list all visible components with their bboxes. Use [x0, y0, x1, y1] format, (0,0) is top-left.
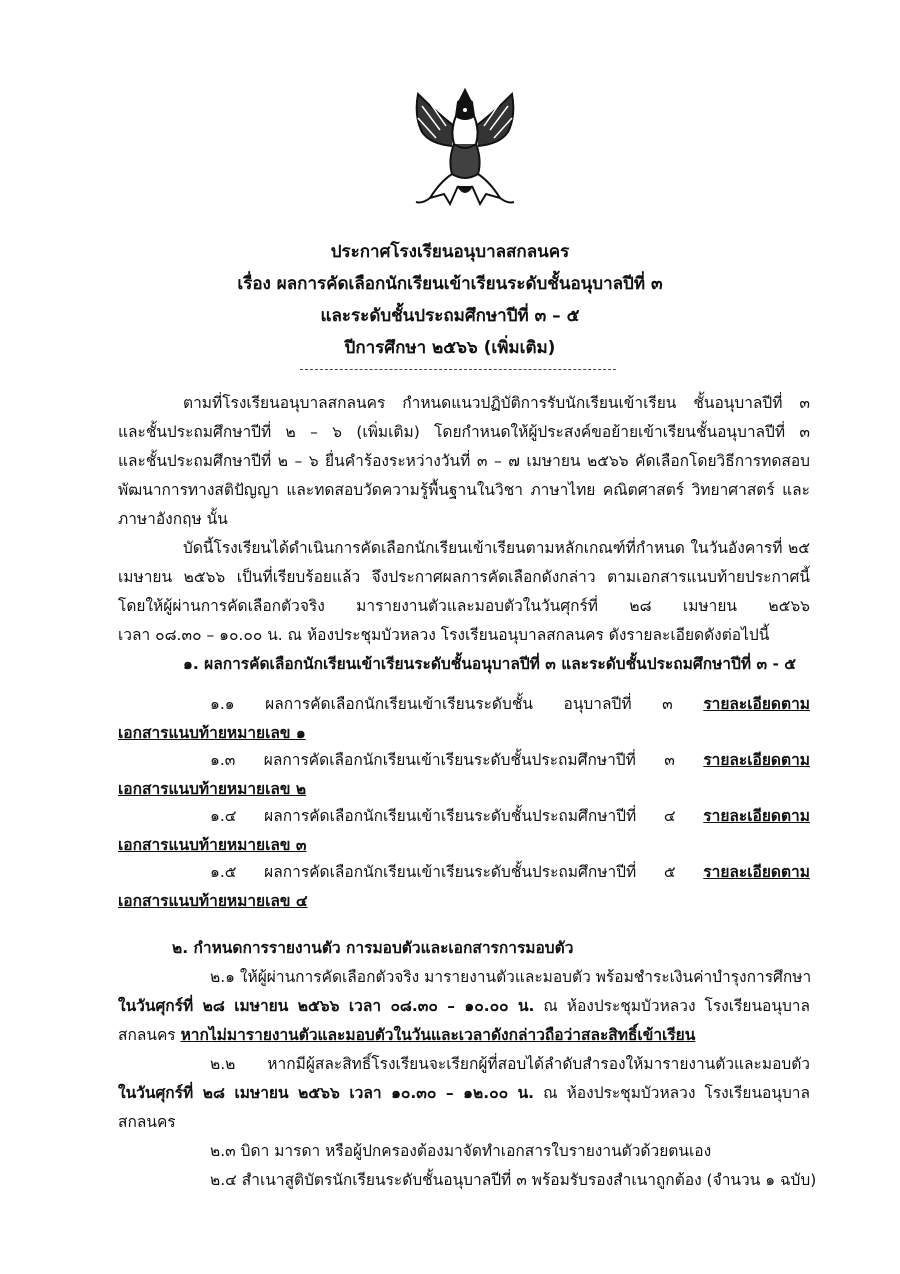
item-2-1-line-2: [118, 993, 810, 1019]
attachment-link-3-cont[interactable]: เอกสารแนบท้ายหมายเลข ๓: [118, 836, 307, 854]
attachment-link-1-cont[interactable]: เอกสารแนบท้ายหมายเลข ๑: [118, 724, 306, 742]
item-1-3-text: ๑.๓ ผลการคัดเลือกนักเรียนเข้าเรียนระดับชั้นประถมศึกษาปีที่ ๓: [210, 751, 675, 769]
dashed-divider: [300, 369, 616, 370]
report-date-primary: ในวันศุกร์ที่ ๒๘ เมษายน ๒๕๖๖ เวลา ๐๘.๓๐ – ๑๐.๐๐ น.: [118, 997, 535, 1015]
subject-line-2: และระดับชั้นประถมศึกษาปีที่ ๓ – ๕: [320, 306, 580, 326]
item-2-2-line-2: [118, 1080, 810, 1106]
item-1-3: [210, 747, 810, 773]
item-2-1-line-3: [118, 1022, 695, 1048]
item-1-1-text: ๑.๑ ผลการคัดเลือกนักเรียนเข้าเรียนระดับชั้น อนุบาลปีที่ ๓: [210, 695, 673, 713]
item-2-2-venue: ณ ห้องประชุมบัวหลวง โรงเรียนอนุบาล: [534, 1084, 810, 1102]
attachment-link-4-cont[interactable]: เอกสารแนบท้ายหมายเลข ๔: [118, 892, 308, 910]
intro-p1-line-5: ภาษาอังกฤษ นั้น: [118, 510, 228, 528]
item-1-5-text: ๑.๕ ผลการคัดเลือกนักเรียนเข้าเรียนระดับชั้นประถมศึกษาปีที่ ๕: [210, 863, 676, 881]
report-date-reserve: ในวันศุกร์ที่ ๒๘ เมษายน ๒๕๖๖ เวลา ๑๐.๓๐ – ๑๒.๐๐ น.: [118, 1084, 535, 1102]
attachment-link-4[interactable]: รายละเอียดตาม: [703, 863, 810, 881]
academic-year-line: ปีการศึกษา ๒๕๖๖ (เพิ่มเติม): [344, 338, 556, 358]
announcement-title: ประกาศโรงเรียนอนุบาลสกลนคร: [330, 242, 570, 262]
forfeit-warning: หากไม่มารายงานตัวและมอบตัวในวันและเวลาดังกล่าวถือว่าสละสิทธิ์เข้าเรียน: [180, 1026, 696, 1044]
item-2-3: ๒.๓ บิดา มารดา หรือผู้ปกครองต้องมาจัดทำเอกสารใบรายงานตัวด้วยตนเอง: [210, 1142, 712, 1160]
item-2-4: ๒.๔ สำเนาสูติบัตรนักเรียนระดับชั้นอนุบาลปีที่ ๓ พร้อมรับรองสำเนาถูกต้อง (จำนวน ๑ ฉบับ): [210, 1171, 817, 1189]
item-2-2-line-1: ๒.๒ หากมีผู้สละสิทธิ์โรงเรียนจะเรียกผู้ที่สอบได้ลำดับสำรองให้มารายงานตัวและมอบตัว: [210, 1055, 810, 1073]
intro-p2-line-2: เมษายน ๒๕๖๖ เป็นที่เรียบร้อยแล้ว จึงประกาศผลการคัดเลือกดังกล่าว ตามเอกสารแนบท้ายประกาศนี้: [118, 568, 810, 586]
section-2-heading: ๒. กำหนดการรายงานตัว การมอบตัวและเอกสารการมอบตัว: [172, 939, 574, 957]
item-2-2-line-3: สกลนคร: [118, 1113, 176, 1131]
item-2-1-line-1: ๒.๑ ให้ผู้ผ่านการคัดเลือกตัวจริง มารายงานตัวและมอบตัว พร้อมชำระเงินค่าบำรุงการศึกษา: [210, 968, 812, 986]
attachment-link-1[interactable]: รายละเอียดตาม: [703, 695, 810, 713]
intro-p1-line-2: และชั้นประถมศึกษาปีที่ ๒ – ๖ (เพิ่มเติม) โดยกำหนดให้ผู้ประสงค์ขอย้ายเข้าเรียนชั้นอนุบาลปีที่ ๓: [118, 423, 810, 441]
item-2-1-venue: ณ ห้องประชุมบัวหลวง โรงเรียนอนุบาล: [534, 997, 810, 1015]
attachment-link-3[interactable]: รายละเอียดตาม: [703, 807, 810, 825]
intro-p2-line-3: โดยให้ผู้ผ่านการคัดเลือกตัวจริง มารายงานตัวและมอบตัวในวันศุกร์ที่ ๒๘ เมษายน ๒๕๖๖: [118, 597, 810, 615]
garuda-emblem: [400, 86, 530, 210]
intro-p1-line-4: พัฒนาการทางสติปัญญา และทดสอบวัดความรู้พื้นฐานในวิชา ภาษาไทย คณิตศาสตร์ วิทยาศาสตร์ และ: [118, 481, 810, 499]
item-2-1-school: สกลนคร: [118, 1026, 181, 1044]
item-1-4: [210, 803, 810, 829]
attachment-link-2-cont[interactable]: เอกสารแนบท้ายหมายเลข ๒: [118, 780, 307, 798]
intro-p2-line-1: บัดนี้โรงเรียนได้ดำเนินการคัดเลือกนักเรียนเข้าเรียนตามหลักเกณฑ์ที่กำหนด ในวันอังคารที่ ๒๕: [183, 539, 810, 557]
item-1-5: [210, 859, 810, 885]
item-1-1: [210, 691, 810, 717]
section-1-heading: ๑. ผลการคัดเลือกนักเรียนเข้าเรียนระดับชั้นอนุบาลปีที่ ๓ และระดับชั้นประถมศึกษาปีที่ ๓ - ๕: [183, 655, 797, 673]
intro-p1-line-3: และชั้นประถมศึกษาปีที่ ๒ – ๖ ยื่นคำร้องระหว่างวันที่ ๓ – ๗ เมษายน ๒๕๖๖ คัดเลือกโดยวิธีการทดสอบ: [118, 452, 810, 470]
item-1-4-text: ๑.๔ ผลการคัดเลือกนักเรียนเข้าเรียนระดับชั้นประถมศึกษาปีที่ ๔: [210, 807, 676, 825]
intro-p1-line-1: ตามที่โรงเรียนอนุบาลสกลนคร กำหนดแนวปฏิบัติการรับนักเรียนเข้าเรียน ชั้นอนุบาลปีที่ ๓: [183, 394, 810, 412]
intro-p2-line-4: เวลา ๐๘.๓๐ – ๑๐.๐๐ น. ณ ห้องประชุมบัวหลวง โรงเรียนอนุบาลสกลนคร ดังรายละเอียดดังต่อไปนี้: [118, 626, 770, 644]
attachment-link-2[interactable]: รายละเอียดตาม: [703, 751, 810, 769]
subject-line: เรื่อง ผลการคัดเลือกนักเรียนเข้าเรียนระดับชั้นอนุบาลปีที่ ๓: [237, 274, 663, 294]
